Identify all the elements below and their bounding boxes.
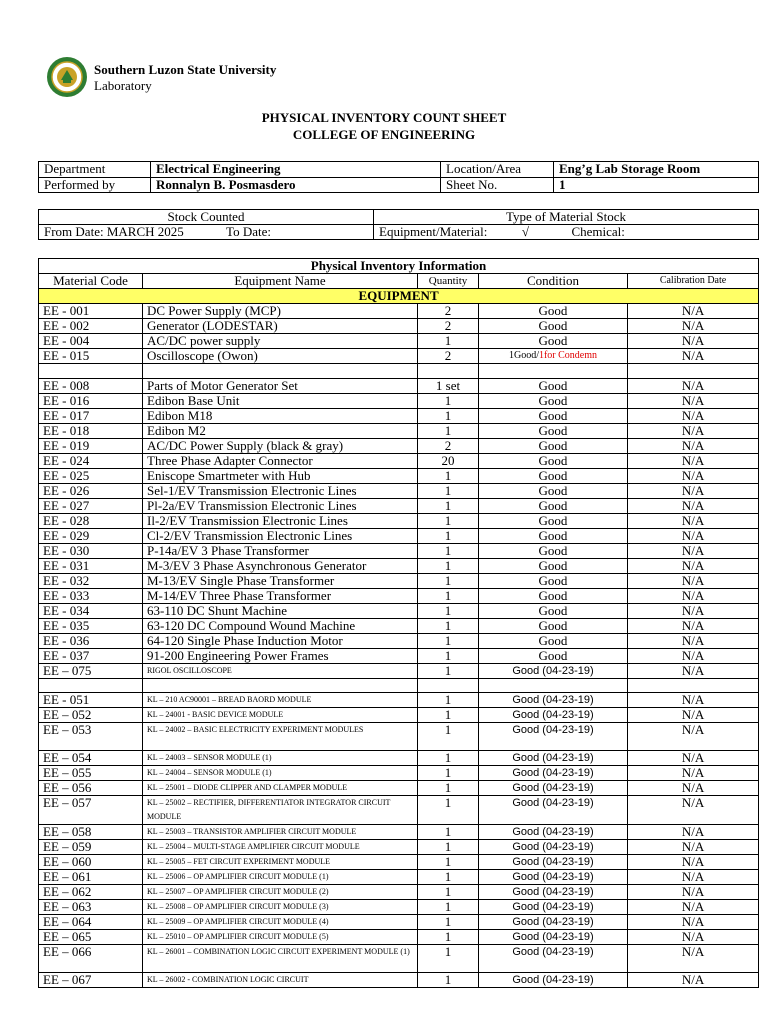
quantity-cell: 1 (418, 528, 479, 543)
table-row (39, 796, 759, 825)
material-code-cell: EE – 053 (39, 723, 143, 751)
quantity-cell: 1 (418, 588, 479, 603)
calibration-date-cell: N/A (628, 378, 759, 393)
calibration-date-cell: N/A (628, 618, 759, 633)
condition-cell: Good (479, 304, 628, 319)
condition-cell: Good (04-23-19) (479, 855, 628, 870)
equipment-name-cell: DC Power Supply (MCP) (143, 304, 418, 319)
material-code-cell: EE – 057 (39, 796, 143, 825)
material-code-cell: EE - 031 (39, 558, 143, 573)
calibration-date-cell: N/A (628, 751, 759, 766)
quantity-cell: 1 (418, 766, 479, 781)
table-row (39, 408, 759, 423)
table-row (39, 558, 759, 573)
location-label: Location/Area (441, 162, 554, 178)
material-code-cell: EE – 075 (39, 663, 143, 678)
equipment-name-cell: KL – 24001 - BASIC DEVICE MODULE (143, 708, 418, 723)
material-code-cell: EE – 061 (39, 870, 143, 885)
condition-cell (479, 349, 628, 364)
table-row (39, 453, 759, 468)
quantity-cell: 1 (418, 483, 479, 498)
quantity-cell: 1 (418, 468, 479, 483)
condition-cell: Good (479, 513, 628, 528)
quantity-cell: 1 (418, 915, 479, 930)
document-title: PHYSICAL INVENTORY COUNT SHEET (261, 110, 507, 125)
calibration-date-cell: N/A (628, 438, 759, 453)
table-row (39, 840, 759, 855)
equipment-name-cell: 63-110 DC Shunt Machine (143, 603, 418, 618)
calibration-date-cell: N/A (628, 663, 759, 678)
material-code-cell: EE - 008 (39, 378, 143, 393)
calibration-date-cell: N/A (628, 513, 759, 528)
table-row (39, 618, 759, 633)
col-material-code: Material Code (39, 274, 143, 289)
equipment-name-cell: KL – 25008 – OP AMPLIFIER CIRCUIT MODULE (3) (143, 900, 418, 915)
calibration-date-cell: N/A (628, 528, 759, 543)
quantity-cell: 1 (418, 855, 479, 870)
equipment-band: EQUIPMENT (39, 289, 759, 304)
equipment-name-cell: Eniscope Smartmeter with Hub (143, 468, 418, 483)
material-code-cell: EE – 059 (39, 840, 143, 855)
quantity-cell: 1 (418, 573, 479, 588)
table-row (39, 973, 759, 988)
table-row (39, 543, 759, 558)
stock-counted-label: Stock Counted (39, 210, 374, 225)
university-name: Southern Luzon State University (94, 62, 277, 77)
quantity-cell: 1 (418, 708, 479, 723)
equipment-name-cell: M-13/EV Single Phase Transformer (143, 573, 418, 588)
equipment-name-cell: KL – 25009 – OP AMPLIFIER CIRCUIT MODULE (4) (143, 915, 418, 930)
table-row (39, 304, 759, 319)
table-row (39, 483, 759, 498)
quantity-cell: 1 (418, 973, 479, 988)
equipment-name-cell: AC/DC Power Supply (black & gray) (143, 438, 418, 453)
condition-cell: Good (479, 558, 628, 573)
material-code-cell: EE – 060 (39, 855, 143, 870)
calibration-date-cell: N/A (628, 393, 759, 408)
quantity-cell: 1 (418, 513, 479, 528)
equipment-name-cell: Edibon M2 (143, 423, 418, 438)
col-equipment-name: Equipment Name (143, 274, 418, 289)
table-row (39, 900, 759, 915)
condition-cell: Good (479, 633, 628, 648)
department-label: Department (39, 162, 151, 178)
equipment-name-cell: Cl-2/EV Transmission Electronic Lines (143, 528, 418, 543)
quantity-cell: 1 (418, 840, 479, 855)
material-code-cell: EE - 015 (39, 349, 143, 364)
table-row (39, 513, 759, 528)
material-code-cell: EE - 028 (39, 513, 143, 528)
table-row (39, 588, 759, 603)
condition-cell: Good (479, 498, 628, 513)
calibration-date-cell: N/A (628, 453, 759, 468)
calibration-date-cell: N/A (628, 870, 759, 885)
material-code-cell: EE - 017 (39, 408, 143, 423)
condition-cell: Good (479, 334, 628, 349)
table-row (39, 870, 759, 885)
equipment-name-cell (143, 678, 418, 693)
material-code-cell: EE – 063 (39, 900, 143, 915)
material-code-cell: EE - 037 (39, 648, 143, 663)
condition-cell: Good (04-23-19) (479, 751, 628, 766)
quantity-cell: 1 (418, 663, 479, 678)
calibration-date-cell: N/A (628, 840, 759, 855)
condition-cell: Good (479, 573, 628, 588)
quantity-cell: 20 (418, 453, 479, 468)
calibration-date-cell: N/A (628, 855, 759, 870)
calibration-date-cell: N/A (628, 319, 759, 334)
quantity-cell: 1 (418, 781, 479, 796)
table-row (39, 528, 759, 543)
condition-cell: Good (479, 618, 628, 633)
condition-cell: Good (04-23-19) (479, 825, 628, 840)
table-row (39, 364, 759, 379)
calibration-date-cell: N/A (628, 648, 759, 663)
chemical-label: Chemical: (571, 224, 625, 239)
table-row (39, 423, 759, 438)
col-calibration-date: Calibration Date (628, 274, 759, 289)
condition-cell: Good (04-23-19) (479, 930, 628, 945)
table-row (39, 334, 759, 349)
quantity-cell: 1 (418, 870, 479, 885)
condition-cell: Good (479, 648, 628, 663)
calibration-date-cell: N/A (628, 573, 759, 588)
material-code-cell: EE - 035 (39, 618, 143, 633)
condition-cell: Good (04-23-19) (479, 870, 628, 885)
table-row (39, 378, 759, 393)
equipment-name-cell: Edibon Base Unit (143, 393, 418, 408)
equipment-name-cell: Edibon M18 (143, 408, 418, 423)
equipment-check: √ (521, 224, 529, 239)
col-quantity: Quantity (418, 274, 479, 289)
calibration-date-cell: N/A (628, 693, 759, 708)
material-code-cell: EE – 065 (39, 930, 143, 945)
table-row (39, 766, 759, 781)
equipment-name-cell: Pl-2a/EV Transmission Electronic Lines (143, 498, 418, 513)
material-code-cell: EE - 024 (39, 453, 143, 468)
equipment-name-cell: Il-2/EV Transmission Electronic Lines (143, 513, 418, 528)
condition-condemn-count: 1for Condemn (538, 350, 598, 361)
quantity-cell: 1 (418, 945, 479, 973)
quantity-cell: 1 (418, 603, 479, 618)
inventory-rows (39, 304, 759, 988)
equipment-name-cell: KL – 25004 – MULTI-STAGE AMPLIFIER CIRCUIT MODULE (143, 840, 418, 855)
table-row (39, 319, 759, 334)
condition-cell: Good (04-23-19) (479, 900, 628, 915)
condition-cell: Good (479, 393, 628, 408)
condition-cell: Good (04-23-19) (479, 723, 628, 751)
material-code-cell: EE - 026 (39, 483, 143, 498)
calibration-date-cell (628, 678, 759, 693)
calibration-date-cell: N/A (628, 543, 759, 558)
location-value: Eng’g Lab Storage Room (554, 162, 759, 178)
condition-cell: Good (479, 319, 628, 334)
sheet-label: Sheet No. (441, 178, 554, 193)
equipment-name-cell: Three Phase Adapter Connector (143, 453, 418, 468)
equipment-name-cell: M-14/EV Three Phase Transformer (143, 588, 418, 603)
calibration-date-cell: N/A (628, 408, 759, 423)
material-code-cell: EE - 025 (39, 468, 143, 483)
material-code-cell: EE - 032 (39, 573, 143, 588)
material-code-cell: EE - 027 (39, 498, 143, 513)
equipment-name-cell: 63-120 DC Compound Wound Machine (143, 618, 418, 633)
quantity-cell: 1 (418, 825, 479, 840)
calibration-date-cell: N/A (628, 825, 759, 840)
sheet-value: 1 (554, 178, 759, 193)
material-code-cell: EE - 036 (39, 633, 143, 648)
calibration-date-cell: N/A (628, 885, 759, 900)
condition-cell: Good (04-23-19) (479, 766, 628, 781)
equipment-name-cell: M-3/EV 3 Phase Asynchronous Generator (143, 558, 418, 573)
condition-cell: Good (04-23-19) (479, 885, 628, 900)
department-value: Electrical Engineering (151, 162, 441, 178)
calibration-date-cell: N/A (628, 603, 759, 618)
condition-good-count: 1Good/ (508, 350, 539, 361)
equipment-name-cell: KL – 26002 - COMBINATION LOGIC CIRCUIT (143, 973, 418, 988)
table-row (39, 393, 759, 408)
material-code-cell: EE - 019 (39, 438, 143, 453)
equipment-name-cell: KL – 25001 – DIODE CLIPPER AND CLAMPER MODULE (143, 781, 418, 796)
table-row (39, 663, 759, 678)
table-row (39, 751, 759, 766)
material-code-cell: EE – 062 (39, 885, 143, 900)
quantity-cell: 1 (418, 751, 479, 766)
document-subtitle: COLLEGE OF ENGINEERING (292, 127, 476, 142)
section-title: Physical Inventory Information (39, 259, 759, 274)
material-code-cell: EE - 029 (39, 528, 143, 543)
calibration-date-cell: N/A (628, 796, 759, 825)
from-date-value: MARCH 2025 (106, 224, 184, 239)
calibration-date-cell: N/A (628, 915, 759, 930)
table-row (39, 885, 759, 900)
material-code-cell: EE - 051 (39, 693, 143, 708)
calibration-date-cell: N/A (628, 468, 759, 483)
condition-cell: Good (04-23-19) (479, 781, 628, 796)
quantity-cell: 1 (418, 543, 479, 558)
table-row (39, 693, 759, 708)
table-row (39, 825, 759, 840)
quantity-cell: 2 (418, 438, 479, 453)
calibration-date-cell (628, 364, 759, 379)
quantity-cell: 2 (418, 319, 479, 334)
table-row (39, 438, 759, 453)
quantity-cell: 1 (418, 498, 479, 513)
calibration-date-cell: N/A (628, 930, 759, 945)
inventory-table (38, 258, 759, 988)
condition-cell (479, 364, 628, 379)
equipment-name-cell: KL – 24004 – SENSOR MODULE (1) (143, 766, 418, 781)
quantity-cell: 2 (418, 349, 479, 364)
col-condition: Condition (479, 274, 628, 289)
table-row (39, 603, 759, 618)
condition-cell: Good (479, 453, 628, 468)
material-code-cell: EE - 034 (39, 603, 143, 618)
condition-cell: Good (479, 423, 628, 438)
calibration-date-cell: N/A (628, 945, 759, 973)
performed-label: Performed by (39, 178, 151, 193)
equipment-name-cell: KL – 25002 – RECTIFIER, DIFFERENTIATOR INTEGRATOR CIRCUIT MODULE (143, 796, 418, 825)
calibration-date-cell: N/A (628, 708, 759, 723)
calibration-date-cell: N/A (628, 781, 759, 796)
material-code-cell: EE – 064 (39, 915, 143, 930)
material-code-cell: EE – 066 (39, 945, 143, 973)
quantity-cell: 1 set (418, 378, 479, 393)
calibration-date-cell: N/A (628, 558, 759, 573)
quantity-cell: 1 (418, 796, 479, 825)
quantity-cell: 1 (418, 393, 479, 408)
table-row (39, 648, 759, 663)
table-row (39, 573, 759, 588)
equipment-name-cell: KL – 24002 – BASIC ELECTRICITY EXPERIMENT MODULES (143, 723, 418, 751)
table-row (39, 930, 759, 945)
table-row (39, 468, 759, 483)
equipment-name-cell: KL – 25005 – FET CIRCUIT EXPERIMENT MODULE (143, 855, 418, 870)
calibration-date-cell: N/A (628, 334, 759, 349)
equipment-name-cell: 64-120 Single Phase Induction Motor (143, 633, 418, 648)
condition-cell: Good (04-23-19) (479, 693, 628, 708)
material-code-cell: EE – 055 (39, 766, 143, 781)
stock-table (38, 209, 759, 240)
equipment-name-cell: AC/DC power supply (143, 334, 418, 349)
condition-cell: Good (04-23-19) (479, 840, 628, 855)
condition-cell: Good (479, 438, 628, 453)
equipment-name-cell: Parts of Motor Generator Set (143, 378, 418, 393)
material-code-cell: EE - 033 (39, 588, 143, 603)
calibration-date-cell: N/A (628, 498, 759, 513)
condition-cell: Good (479, 408, 628, 423)
material-code-cell: EE – 056 (39, 781, 143, 796)
quantity-cell: 1 (418, 885, 479, 900)
material-code-cell: EE – 052 (39, 708, 143, 723)
table-row (39, 633, 759, 648)
material-code-cell: EE – 054 (39, 751, 143, 766)
equipment-name-cell: KL – 25007 – OP AMPLIFIER CIRCUIT MODULE (2) (143, 885, 418, 900)
condition-cell: Good (04-23-19) (479, 915, 628, 930)
equipment-material-label: Equipment/Material: (379, 224, 488, 239)
table-row (39, 915, 759, 930)
equipment-name-cell: Oscilloscope (Owon) (143, 349, 418, 364)
table-row (39, 678, 759, 693)
calibration-date-cell: N/A (628, 588, 759, 603)
material-code-cell: EE – 067 (39, 973, 143, 988)
condition-cell: Good (479, 468, 628, 483)
unit-name: Laboratory (94, 78, 152, 93)
quantity-cell: 1 (418, 633, 479, 648)
table-row (39, 945, 759, 973)
date-range (39, 225, 374, 240)
material-code-cell: EE – 058 (39, 825, 143, 840)
table-row (39, 723, 759, 751)
quantity-cell: 1 (418, 723, 479, 751)
material-code-cell: EE - 030 (39, 543, 143, 558)
table-row (39, 498, 759, 513)
calibration-date-cell: N/A (628, 900, 759, 915)
equipment-name-cell: Sel-1/EV Transmission Electronic Lines (143, 483, 418, 498)
equipment-name-cell: KL – 25010 – OP AMPLIFIER CIRCUIT MODULE (5) (143, 930, 418, 945)
condition-cell: Good (479, 588, 628, 603)
calibration-date-cell: N/A (628, 423, 759, 438)
quantity-cell: 1 (418, 423, 479, 438)
quantity-cell: 1 (418, 930, 479, 945)
equipment-name-cell: KL – 210 AC90001 – BREAD BAORD MODULE (143, 693, 418, 708)
equipment-name-cell: 91-200 Engineering Power Frames (143, 648, 418, 663)
condition-cell: Good (04-23-19) (479, 973, 628, 988)
quantity-cell: 1 (418, 900, 479, 915)
university-seal-icon (46, 56, 88, 98)
material-code-cell: EE - 004 (39, 334, 143, 349)
equipment-name-cell: P-14a/EV 3 Phase Transformer (143, 543, 418, 558)
calibration-date-cell: N/A (628, 633, 759, 648)
calibration-date-cell: N/A (628, 973, 759, 988)
equipment-name-cell: Generator (LODESTAR) (143, 319, 418, 334)
condition-cell: Good (479, 603, 628, 618)
quantity-cell (418, 364, 479, 379)
condition-cell: Good (04-23-19) (479, 708, 628, 723)
condition-cell: Good (04-23-19) (479, 945, 628, 973)
material-code-cell: EE - 016 (39, 393, 143, 408)
table-row (39, 781, 759, 796)
condition-cell (479, 678, 628, 693)
calibration-date-cell: N/A (628, 349, 759, 364)
calibration-date-cell: N/A (628, 723, 759, 751)
quantity-cell (418, 678, 479, 693)
calibration-date-cell: N/A (628, 483, 759, 498)
material-type (374, 225, 759, 240)
quantity-cell: 1 (418, 408, 479, 423)
to-date-label: To Date: (226, 224, 271, 239)
equipment-name-cell: RIGOL OSCILLOSCOPE (143, 663, 418, 678)
quantity-cell: 1 (418, 618, 479, 633)
quantity-cell: 1 (418, 334, 479, 349)
quantity-cell: 2 (418, 304, 479, 319)
table-row (39, 855, 759, 870)
quantity-cell: 1 (418, 558, 479, 573)
condition-cell: Good (479, 483, 628, 498)
from-date-label: From Date: (44, 224, 104, 239)
condition-cell: Good (479, 543, 628, 558)
equipment-name-cell: KL – 26001 – COMBINATION LOGIC CIRCUIT EXPERIMENT MODULE (1) (143, 945, 418, 973)
condition-cell: Good (04-23-19) (479, 796, 628, 825)
material-code-cell (39, 364, 143, 379)
table-row (39, 708, 759, 723)
quantity-cell: 1 (418, 693, 479, 708)
info-table (38, 161, 759, 193)
calibration-date-cell: N/A (628, 304, 759, 319)
condition-cell: Good (479, 378, 628, 393)
condition-cell: Good (479, 528, 628, 543)
material-code-cell: EE - 018 (39, 423, 143, 438)
condition-cell: Good (04-23-19) (479, 663, 628, 678)
material-code-cell: EE - 002 (39, 319, 143, 334)
performed-value: Ronnalyn B. Posmasdero (151, 178, 441, 193)
equipment-name-cell: KL – 24003 – SENSOR MODULE (1) (143, 751, 418, 766)
quantity-cell: 1 (418, 648, 479, 663)
material-code-cell: EE - 001 (39, 304, 143, 319)
calibration-date-cell: N/A (628, 766, 759, 781)
material-type-label: Type of Material Stock (374, 210, 759, 225)
material-code-cell (39, 678, 143, 693)
equipment-name-cell: KL – 25003 – TRANSISTOR AMPLIFIER CIRCUIT MODULE (143, 825, 418, 840)
table-row (39, 349, 759, 364)
equipment-name-cell (143, 364, 418, 379)
equipment-name-cell: KL – 25006 – OP AMPLIFIER CIRCUIT MODULE (1) (143, 870, 418, 885)
